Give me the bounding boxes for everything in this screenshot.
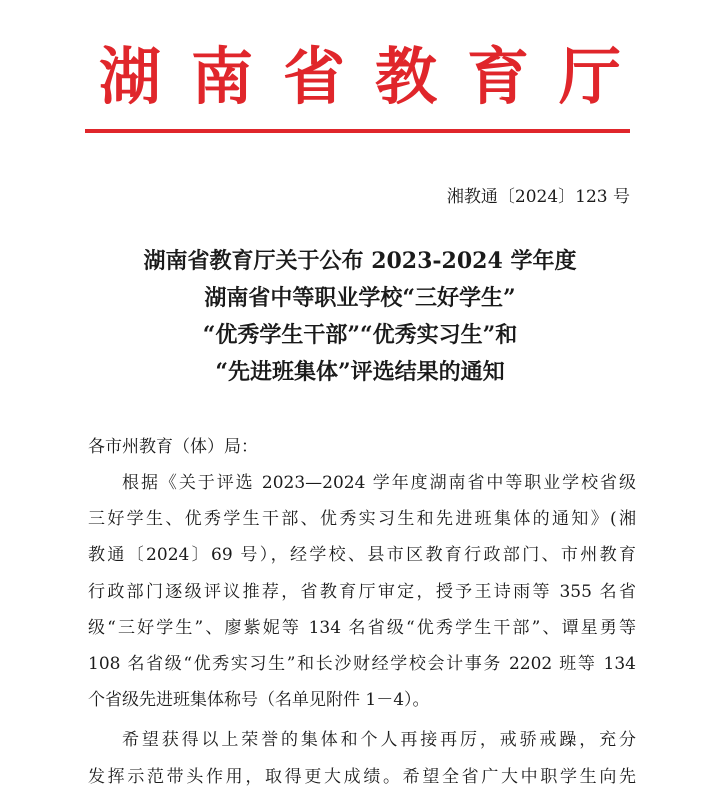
title-line: “先进班集体”评选结果的通知 — [215, 359, 505, 385]
title-line: 湖南省中等职业学校“三好学生” — [204, 285, 516, 311]
title-line: “优秀学生干部”“优秀实习生”和 — [202, 322, 518, 348]
masthead-title: 湖南省教育厅 — [98, 40, 651, 113]
paragraph-line: 发挥示范带头作用，取得更大成绩。希望全省广大中职学生向先 — [88, 766, 636, 787]
red-divider-line — [85, 129, 630, 133]
body-text — [88, 465, 636, 795]
document-number: 湘教通〔2024〕123 号 — [446, 187, 630, 207]
salutation: 各市州教育（体）局： — [88, 437, 258, 457]
paragraph-line: 教通〔2024〕69 号），经学校、县市区教育行政部门、市州教育 — [88, 545, 636, 566]
paragraph-line: 级“三好学生”、廖紫妮等 134 名省级“优秀学生干部”、谭星勇等 — [88, 617, 636, 638]
paragraph-line: 希望获得以上荣誉的集体和个人再接再厉，戒骄戒躁，充分 — [122, 730, 636, 751]
document-title — [0, 243, 720, 391]
paragraph-line: 三好学生、优秀学生干部、优秀实习生和先进班集体的通知》(湘 — [88, 509, 636, 530]
title-line: 湖南省教育厅关于公布 2023-2024 学年度 — [143, 248, 577, 274]
paragraph-line: 108 名省级“优秀实习生”和长沙财经学校会计事务 2202 班等 134 — [88, 653, 636, 674]
paragraph-line: 行政部门逐级评议推荐，省教育厅审定，授予王诗雨等 355 名省 — [88, 581, 636, 602]
paragraph-line: 个省级先进班集体称号（名单见附件 1－4）。 — [88, 690, 430, 711]
paragraph-line: 根据《关于评选 2023—2024 学年度湖南省中等职业学校省级 — [122, 473, 636, 493]
